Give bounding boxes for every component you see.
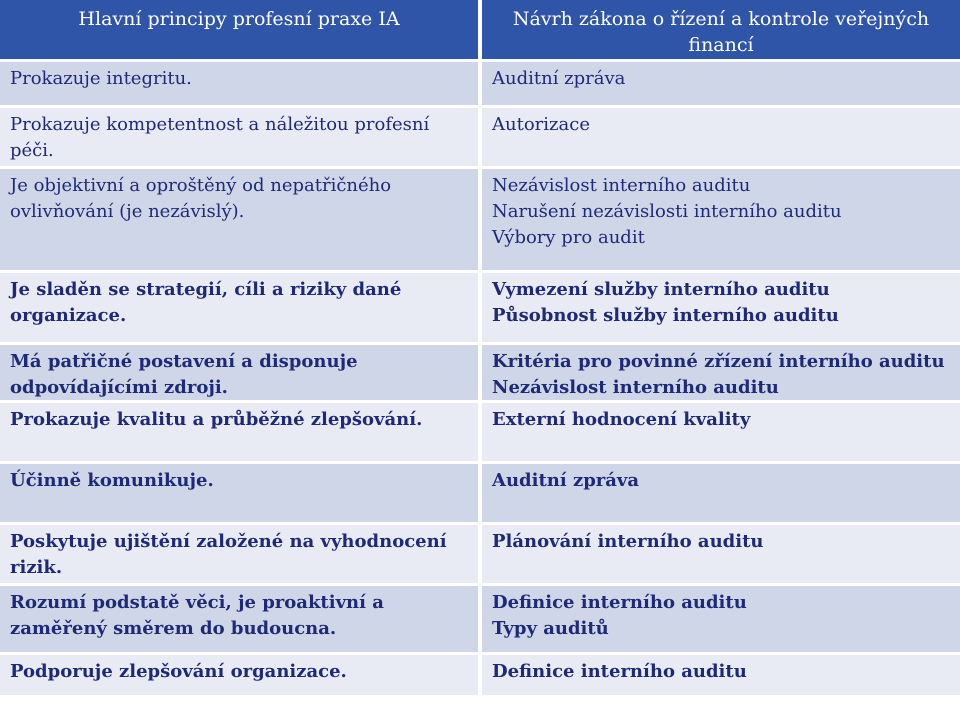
row-9-right bbox=[482, 586, 960, 652]
row-6-left-text: Prokazuje kvalitu a průběžné zlepšování. bbox=[10, 409, 423, 430]
row-9-right-line-1: Definice interního auditu bbox=[492, 592, 747, 613]
row-10-left-text: Podporuje zlepšování organizace. bbox=[10, 661, 347, 682]
row-2-right-text: Autorizace bbox=[492, 114, 590, 135]
row-9-left bbox=[0, 586, 478, 652]
row-5-left-text: Má patřičné postavení a disponuje odpovídajícími zdroji. bbox=[10, 351, 358, 398]
row-9-left-text: Rozumí podstatě věci, je proaktivní a zaměřený směrem do budoucna. bbox=[10, 592, 384, 639]
row-9-right-line-2: Typy auditů bbox=[492, 618, 609, 639]
row-1-right bbox=[482, 62, 960, 105]
row-6-right bbox=[482, 403, 960, 461]
row-3-right-line-3: Výbory pro audit bbox=[492, 227, 645, 248]
row-2-left bbox=[0, 108, 478, 166]
row-7-left bbox=[0, 464, 478, 522]
row-7-right-text: Auditní zpráva bbox=[492, 470, 640, 491]
row-8-right bbox=[482, 525, 960, 583]
row-10-left bbox=[0, 655, 478, 695]
row-1-left-text: Prokazuje integritu. bbox=[10, 68, 192, 89]
row-2-right bbox=[482, 108, 960, 166]
row-10-right bbox=[482, 655, 960, 695]
row-8-right-text: Plánování interního auditu bbox=[492, 531, 764, 552]
row-6-left bbox=[0, 403, 478, 461]
row-8-left bbox=[0, 525, 478, 583]
row-3-left-text: Je objektivní a oproštěný od nepatřičného ovlivňování (je nezávislý). bbox=[10, 175, 392, 222]
row-3-right-line-2: Narušení nezávislosti interního auditu bbox=[492, 201, 842, 222]
row-8-left-text: Poskytuje ujištění založené na vyhodnocení rizik. bbox=[10, 531, 447, 578]
row-4-left-text: Je sladěn se strategií, cíli a riziky dané organizace. bbox=[10, 279, 402, 326]
row-5-right bbox=[482, 345, 960, 400]
row-7-right bbox=[482, 464, 960, 522]
row-1-left bbox=[0, 62, 478, 105]
row-3-left bbox=[0, 169, 478, 270]
row-4-right-line-1: Vymezení služby interního auditu bbox=[492, 279, 830, 300]
row-4-left bbox=[0, 273, 478, 342]
header-right: Návrh zákona o řízení a kontrole veřejných financí bbox=[482, 0, 960, 59]
row-4-right-line-2: Působnost služby interního auditu bbox=[492, 305, 839, 326]
row-2-left-text: Prokazuje kompetentnost a náležitou profesní péči. bbox=[10, 114, 430, 161]
row-1-right-text: Auditní zpráva bbox=[492, 68, 626, 89]
row-5-left bbox=[0, 345, 478, 400]
row-6-right-text: Externí hodnocení kvality bbox=[492, 409, 751, 430]
row-10-right-text: Definice interního auditu bbox=[492, 661, 747, 682]
row-3-right-line-1: Nezávislost interního auditu bbox=[492, 175, 751, 196]
row-3-right bbox=[482, 169, 960, 270]
row-7-left-text: Účinně komunikuje. bbox=[10, 470, 214, 491]
row-5-right-line-1: Kritéria pro povinné zřízení interního auditu bbox=[492, 351, 945, 372]
row-4-right bbox=[482, 273, 960, 342]
header-left: Hlavní principy profesní praxe IA bbox=[0, 0, 478, 59]
row-5-right-line-2: Nezávislost interního auditu bbox=[492, 377, 779, 398]
